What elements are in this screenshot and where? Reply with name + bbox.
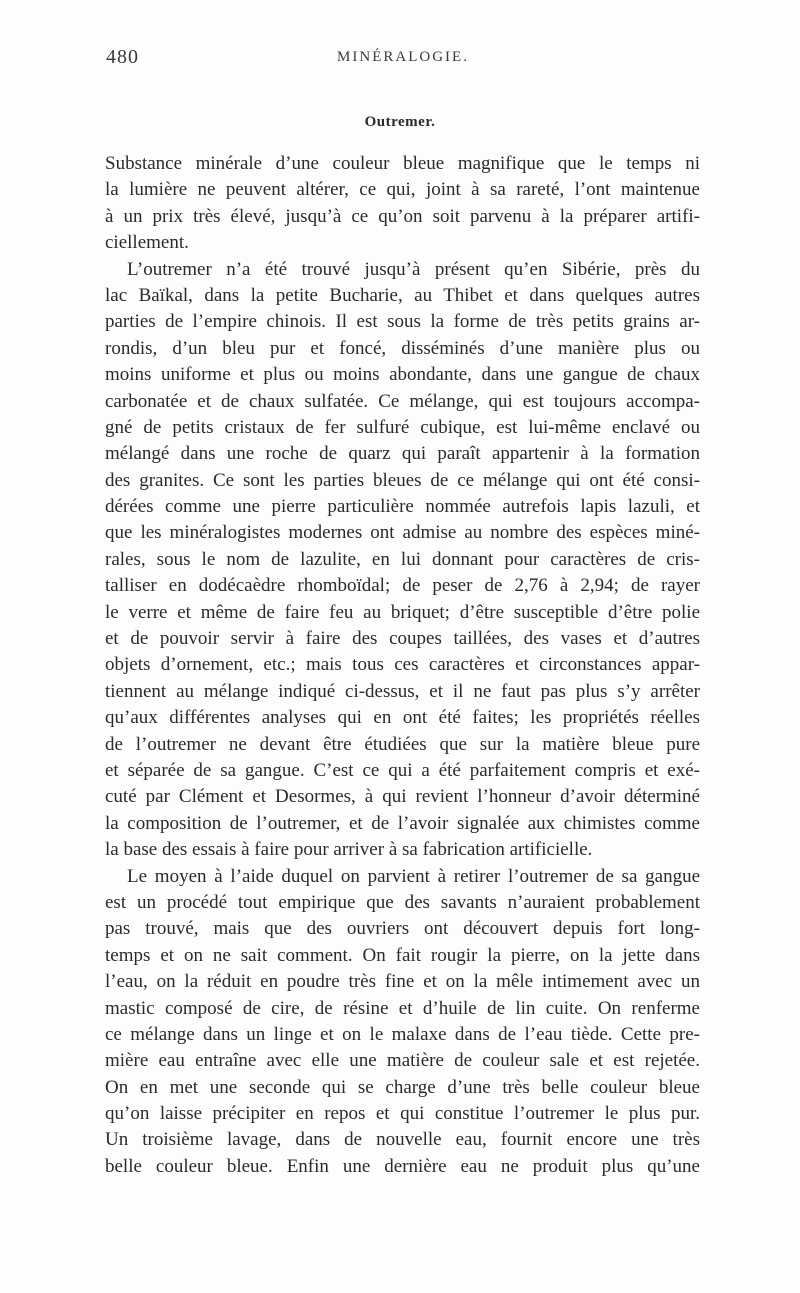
text-line: la composition de l’outremer, et de l’avoir signalée aux chimistes comme <box>105 812 700 834</box>
text-line: de l’outremer ne devant être étudiées que sur la matière bleue pure <box>105 733 700 755</box>
text-line: est un procédé tout empirique que des savants n’auraient probablement <box>105 891 700 913</box>
text-line: belle couleur bleue. Enfin une dernière eau ne produit plus qu’une <box>105 1155 700 1177</box>
text-line: cuté par Clément et Desormes, à qui revient l’honneur d’avoir déterminé <box>105 786 700 808</box>
text-line: objets d’ornement, etc.; mais tous ces caractères et circonstances appar- <box>105 654 700 676</box>
text-line: ciellement. <box>105 232 189 254</box>
text-line: dérées comme une pierre particulière nommée autrefois lapis lazuli, et <box>105 496 700 518</box>
text-line: Substance minérale d’une couleur bleue magnifique que le temps ni <box>105 153 700 174</box>
text-line: la lumière ne peuvent altérer, ce qui, joint à sa rareté, l’ont maintenue <box>105 179 700 201</box>
text-line: mière eau entraîne avec elle une matière de couleur sale et est rejetée. <box>105 1050 700 1072</box>
text-line: à un prix très élevé, jusqu’à ce qu’on soit parvenu à la préparer artifi- <box>105 205 700 227</box>
section-title: Outremer. <box>364 114 436 130</box>
text-line: temps et on ne sait comment. On fait rougir la pierre, on la jette dans <box>105 944 700 966</box>
text-line: On en met une seconde qui se charge d’une très belle couleur bleue <box>105 1076 700 1098</box>
text-line: L’outremer n’a été trouvé jusqu’à présent qu’en Sibérie, près du <box>127 258 700 280</box>
text-line: et séparée de sa gangue. C’est ce qui a été parfaitement compris et exé- <box>105 759 700 781</box>
text-line: rondis, d’un bleu pur et foncé, disséminés d’une manière plus ou <box>105 337 700 359</box>
text-line: la base des essais à faire pour arriver à sa fabrication artificielle. <box>105 839 593 861</box>
text-line: ce mélange dans un linge et on le malaxe dans de l’eau tiède. Cette pre- <box>105 1023 700 1045</box>
text-line: des granites. Ce sont les parties bleues de ce mélange qui ont été consi- <box>105 469 700 491</box>
text-line: que les minéralogistes modernes ont admise au nombre des espèces miné- <box>105 522 700 544</box>
text-line: rales, sous le nom de lazulite, en lui donnant pour caractères de cris- <box>105 548 700 570</box>
running-head <box>106 46 700 72</box>
text-line: carbonatée et de chaux sulfatée. Ce mélange, qui est toujours accompa- <box>105 390 700 412</box>
page-number: 480 <box>106 46 139 68</box>
text-line: qu’on laisse précipiter en repos et qui constitue l’outremer le plus pur. <box>105 1103 700 1125</box>
text-line: gné de petits cristaux de fer sulfuré cubique, est lui-même enclavé ou <box>105 416 700 438</box>
text-line: Le moyen à l’aide duquel on parvient à retirer l’outremer de sa gangue <box>127 865 700 887</box>
running-title: MINÉRALOGIE. <box>337 49 469 65</box>
text-line: l’eau, on la réduit en poudre très fine et on la mêle intimement avec un <box>105 971 700 993</box>
text-line: parties de l’empire chinois. Il est sous la forme de très petits grains ar- <box>105 311 700 333</box>
text-line: moins uniforme et plus ou moins abondante, dans une gangue de chaux <box>105 364 700 386</box>
text-line: pas trouvé, mais que des ouvriers ont découvert depuis fort long- <box>105 918 700 940</box>
text-line: lac Baïkal, dans la petite Bucharie, au Thibet et dans quelques autres <box>105 284 700 306</box>
body-text <box>105 151 700 1180</box>
text-line: qu’aux différentes analyses qui en ont été faites; les propriétés réelles <box>105 707 700 729</box>
text-line: talliser en dodécaèdre rhomboïdal; de peser de 2,76 à 2,94; de rayer <box>105 575 700 597</box>
text-line: tiennent au mélange indiqué ci-dessus, et il ne faut pas plus s’y arrêter <box>105 680 700 702</box>
text-line: Un troisième lavage, dans de nouvelle eau, fournit encore une très <box>105 1129 700 1151</box>
text-line: mastic composé de cire, de résine et d’huile de lin cuite. On renferme <box>105 997 700 1019</box>
text-line: mélangé dans une roche de quarz qui paraît appartenir à la formation <box>105 443 700 465</box>
text-line: le verre et même de faire feu au briquet; d’être susceptible d’être polie <box>105 601 700 623</box>
text-line: et de pouvoir servir à faire des coupes taillées, des vases et d’autres <box>105 628 700 650</box>
